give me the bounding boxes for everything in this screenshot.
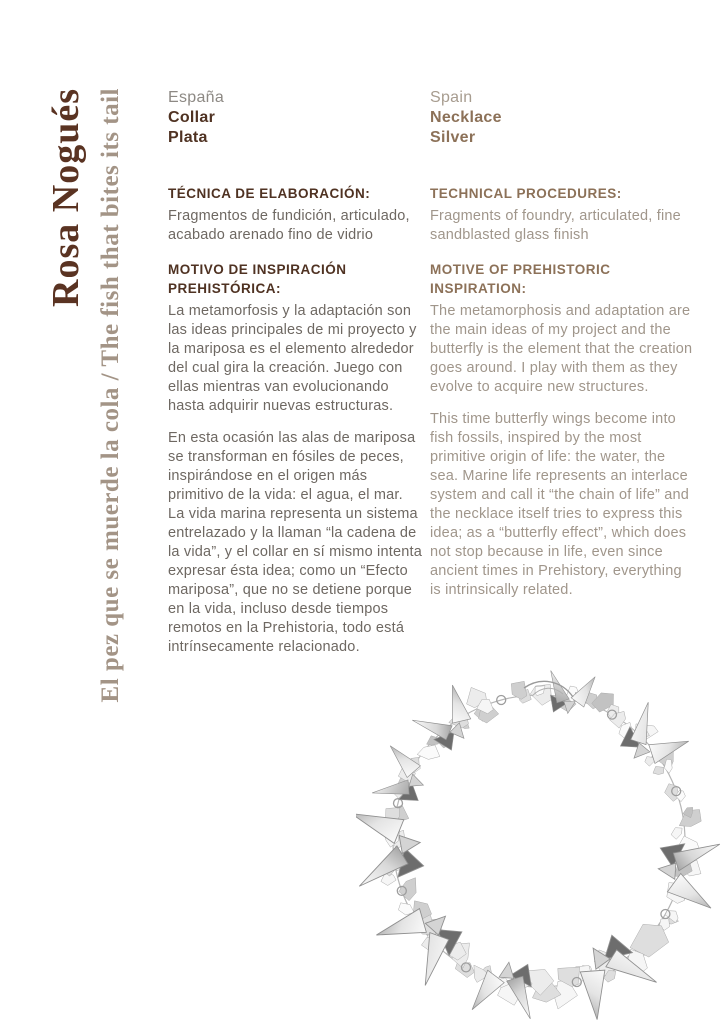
inspiration-paragraph-1-en: The metamorphosis and adaptation are the main ideas of my project and the butterfly is the element that the creation goes around. I play with them as they evolve to acquire new structures. [430,303,693,395]
inspiration-paragraph-1-es: La metamorfosis y la adaptación son las ideas principales de mi proyecto y la mariposa es el elemento alrededor del cual gira la creación. Juego con ellas mientras van evolucionando hasta adquirir nuevas estructuras. [168,303,417,414]
technique-text-es: Fragmentos de fundición, articulado, acabado arenado fino de vidrio [168,208,410,243]
section-heading-inspiration-en: MOTIVE OF PREHISTORIC INSPIRATION: [430,262,611,296]
item-type-en: Necklace [430,109,502,126]
material-es: Plata [168,129,208,146]
english-meta [430,88,694,148]
inspiration-paragraph-2-es: En esta ocasión las alas de mariposa se transforman en fósiles de peces, inspirándose en el origen más primitivo de la vida: el agua, el mar. La vida marina representa un sistema entrelazado y la llaman “la cadena de la vida”, y el collar en sí mismo intenta expresar ésta idea; como un “Efecto mariposa”, que no se detiene porque en la vida, incluso desde tiempos remotos en la Prehistoria, todo está intrínsecamente relacionado. [168,430,422,655]
country-label-es: España [168,89,225,106]
necklace-photo [356,656,722,1022]
spanish-meta [168,88,422,148]
section-heading-technique-en: TECHNICAL PROCEDURES: [430,186,622,201]
english-column [430,88,694,613]
country-label-en: Spain [430,89,473,106]
section-heading-technique-es: TÉCNICA DE ELABORACIÓN: [168,186,371,201]
work-title-vertical: El pez que se muerde la cola / The fish that bites its tail [97,88,124,703]
necklace-illustration [356,656,722,1022]
artist-name-vertical: Rosa Nogués [45,88,87,307]
spanish-column [168,88,422,670]
technique-text-en: Fragments of foundry, articulated, fine sandblasted glass finish [430,208,681,243]
material-en: Silver [430,129,476,146]
section-heading-inspiration-es: MOTIVO DE INSPIRACIÓN PREHISTÓRICA: [168,262,347,296]
inspiration-paragraph-2-en: This time butterfly wings become into fish fossils, inspired by the most primitive origin of life: the water, the sea. Marine life represents an interlace system and call it “the chain of life” and the necklace itself tries to express this idea; as a “butterfly effect”, which does not stop because in life, even since ancient times in Prehistory, everything is intrinsically related. [430,411,690,598]
item-type-es: Collar [168,109,216,126]
